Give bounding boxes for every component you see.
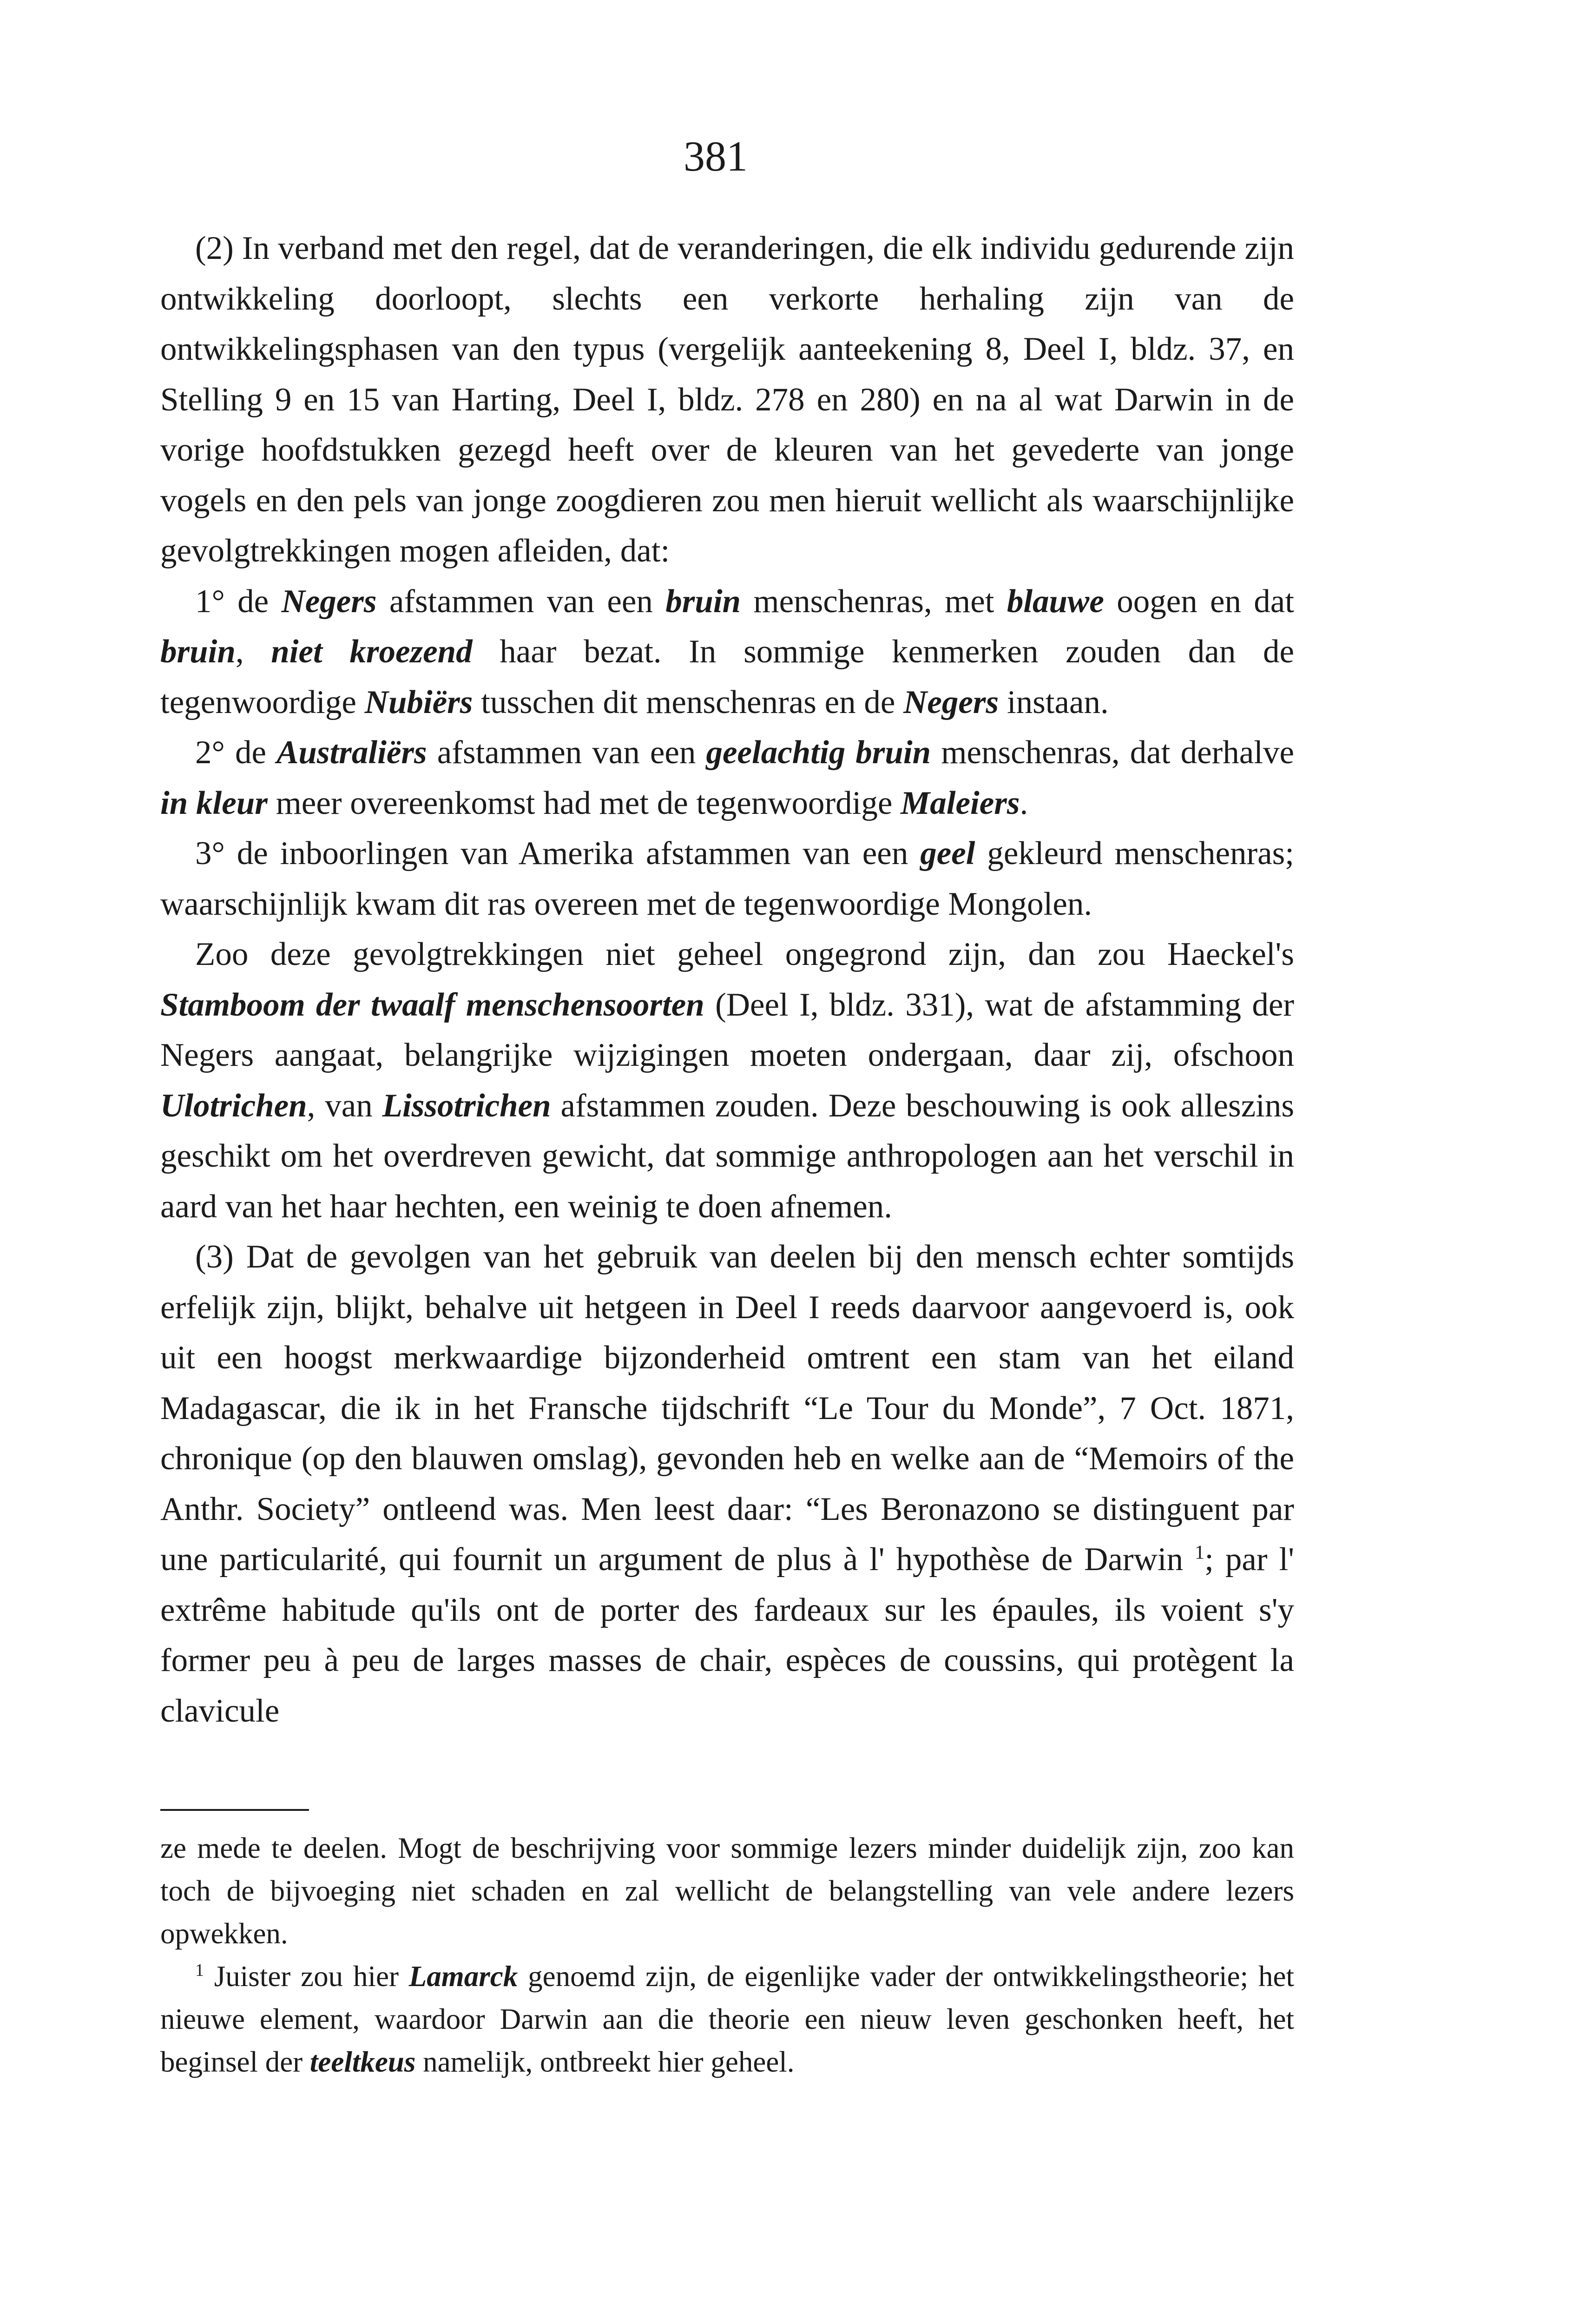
emphasis-text: Lamarck [408,1960,518,1993]
footnote-marker: 1 [195,1961,204,1980]
text-run: afstammen van een [376,583,666,620]
paragraph [160,1232,1294,1736]
emphasis-text: blauwe [1007,583,1104,620]
emphasis-text: bruin [160,634,236,670]
text-run: namelijk, ontbreekt hier geheel. [415,2046,795,2078]
page-number: 381 [684,132,748,180]
body-text [160,223,1294,1736]
emphasis-text: in kleur [160,785,268,821]
paragraph [160,929,1294,1232]
text-run: Zoo deze gevolgtrekkingen niet geheel ongegrond zijn, dan zou Haeckel's [195,936,1294,972]
emphasis-text: geel [920,835,975,872]
footnote-marker: 1 [1194,1541,1205,1564]
emphasis-text: bruin [665,583,741,620]
paragraph [160,576,1294,728]
emphasis-text: niet kroezend [271,634,473,670]
paragraph [160,223,1294,576]
text-run: (3) Dat de gevolgen van het gebruik van deelen bij den mensch echter somtijds erfelijk zijn, blijkt, behalve uit hetgeen in Deel I reeds daarvoor aangevoerd is, ook uit een hoogst merkwaardige bijzonderheid omtrent een stam van het eiland Madagascar, die ik in het Fransche tijdschrift “Le Tour du Monde”, 7 Oct. 1871, chronique (op den blauwen omslag), gevonden heb en welke aan de “Memoirs of the Anthr. Society” ontleend was. Men leest daar: “Les Beronazono se distinguent par une particularité, qui fournit un argument de plus à l' hypothèse de Darwin [160,1239,1294,1578]
emphasis-text: Nubiërs [364,684,473,720]
text-run: , van [307,1087,382,1124]
emphasis-text: Negers [903,684,999,720]
text-run: 2° de [195,734,277,771]
emphasis-text: Australiërs [276,734,427,771]
text-run: meer overeenkomst had met de tegenwoordige [267,785,901,821]
footnote-divider [160,1809,309,1811]
emphasis-text: Maleiers [901,785,1020,821]
text-run: gekleurd menschenras; waarschijnlijk kwam dit ras overeen met de tegenwoordige Mongolen. [160,835,1295,922]
emphasis-text: Stamboom der twaalf menschensoorten [160,986,704,1023]
text-run: (2) In verband met den regel, dat de veranderingen, die elk individu gedurende zijn ontwikkeling doorloopt, slechts een verkorte herhaling zijn van de ontwikkelingsphasen van den typus (vergelijk aanteekening 8, Deel I, bldz. 37, en Stelling 9 en 15 van Harting, Deel I, bldz. 278 en 280) en na al wat Darwin in de vorige hoofdstukken gezegd heeft over de kleuren van het gevederte van jonge vogels en den pels van jonge zoogdieren zou men hieruit wellicht als waarschijnlijke gevolgtrekkingen mogen afleiden, dat: [160,230,1294,569]
footnote [160,1827,1294,1955]
footnote [160,1955,1294,2083]
text-run: menschenras, met [741,583,1007,620]
text-run: tusschen dit menschenras en de [473,684,904,720]
text-run: (Deel I, bldz. 331), wat de afstamming der Negers aangaat, belangrijke wijzigingen moeten ondergaan, daar zij, ofschoon [160,986,1294,1073]
text-run: ze mede te deelen. Mogt de beschrijving voor sommige lezers minder duidelijk zijn, zoo kan toch de bijvoeging niet schaden en zal wellicht de belangstelling van vele andere lezers opwekken. [160,1832,1294,1950]
text-run: Juister zou hier [204,1960,409,1993]
paragraph [160,727,1294,828]
text-run: afstammen van een [427,734,706,771]
text-run: instaan. [999,684,1109,720]
emphasis-text: Lissotrichen [382,1087,551,1124]
paragraph [160,828,1294,929]
emphasis-text: Negers [281,583,377,620]
text-run: ; par l' extrême habitude qu'ils ont de porter des fardeaux sur les épaules, ils voient s'y former peu à peu de larges masses de chair, espèces de coussins, qui protègent la clavicule [160,1541,1294,1729]
text-run: haar bezat. In sommige kenmerken zouden dan de tegenwoordige [160,634,1294,720]
text-run: genoemd zijn, de eigenlijke vader der ontwikkelingstheorie; het nieuwe element, waardoor Darwin aan die theorie een nieuw leven geschonken heeft, het beginsel der [160,1960,1294,2078]
text-run: afstammen zouden. Deze beschouwing is ook alleszins geschikt om het overdreven gewicht, dat sommige anthropologen aan het verschil in aard van het haar hechten, een weinig te doen afnemen. [160,1087,1295,1225]
text-run: oogen en dat [1104,583,1295,620]
footnotes [160,1827,1294,2083]
text-run: . [1020,785,1028,821]
text-run: 1° de [195,583,282,620]
text-run: menschenras, dat derhalve [931,734,1294,771]
emphasis-text: geelachtig bruin [706,734,931,771]
text-run: , [235,634,271,670]
emphasis-text: teeltkeus [309,2046,416,2078]
emphasis-text: Ulotrichen [160,1087,307,1124]
text-run: 3° de inboorlingen van Amerika afstammen van een [195,835,921,872]
